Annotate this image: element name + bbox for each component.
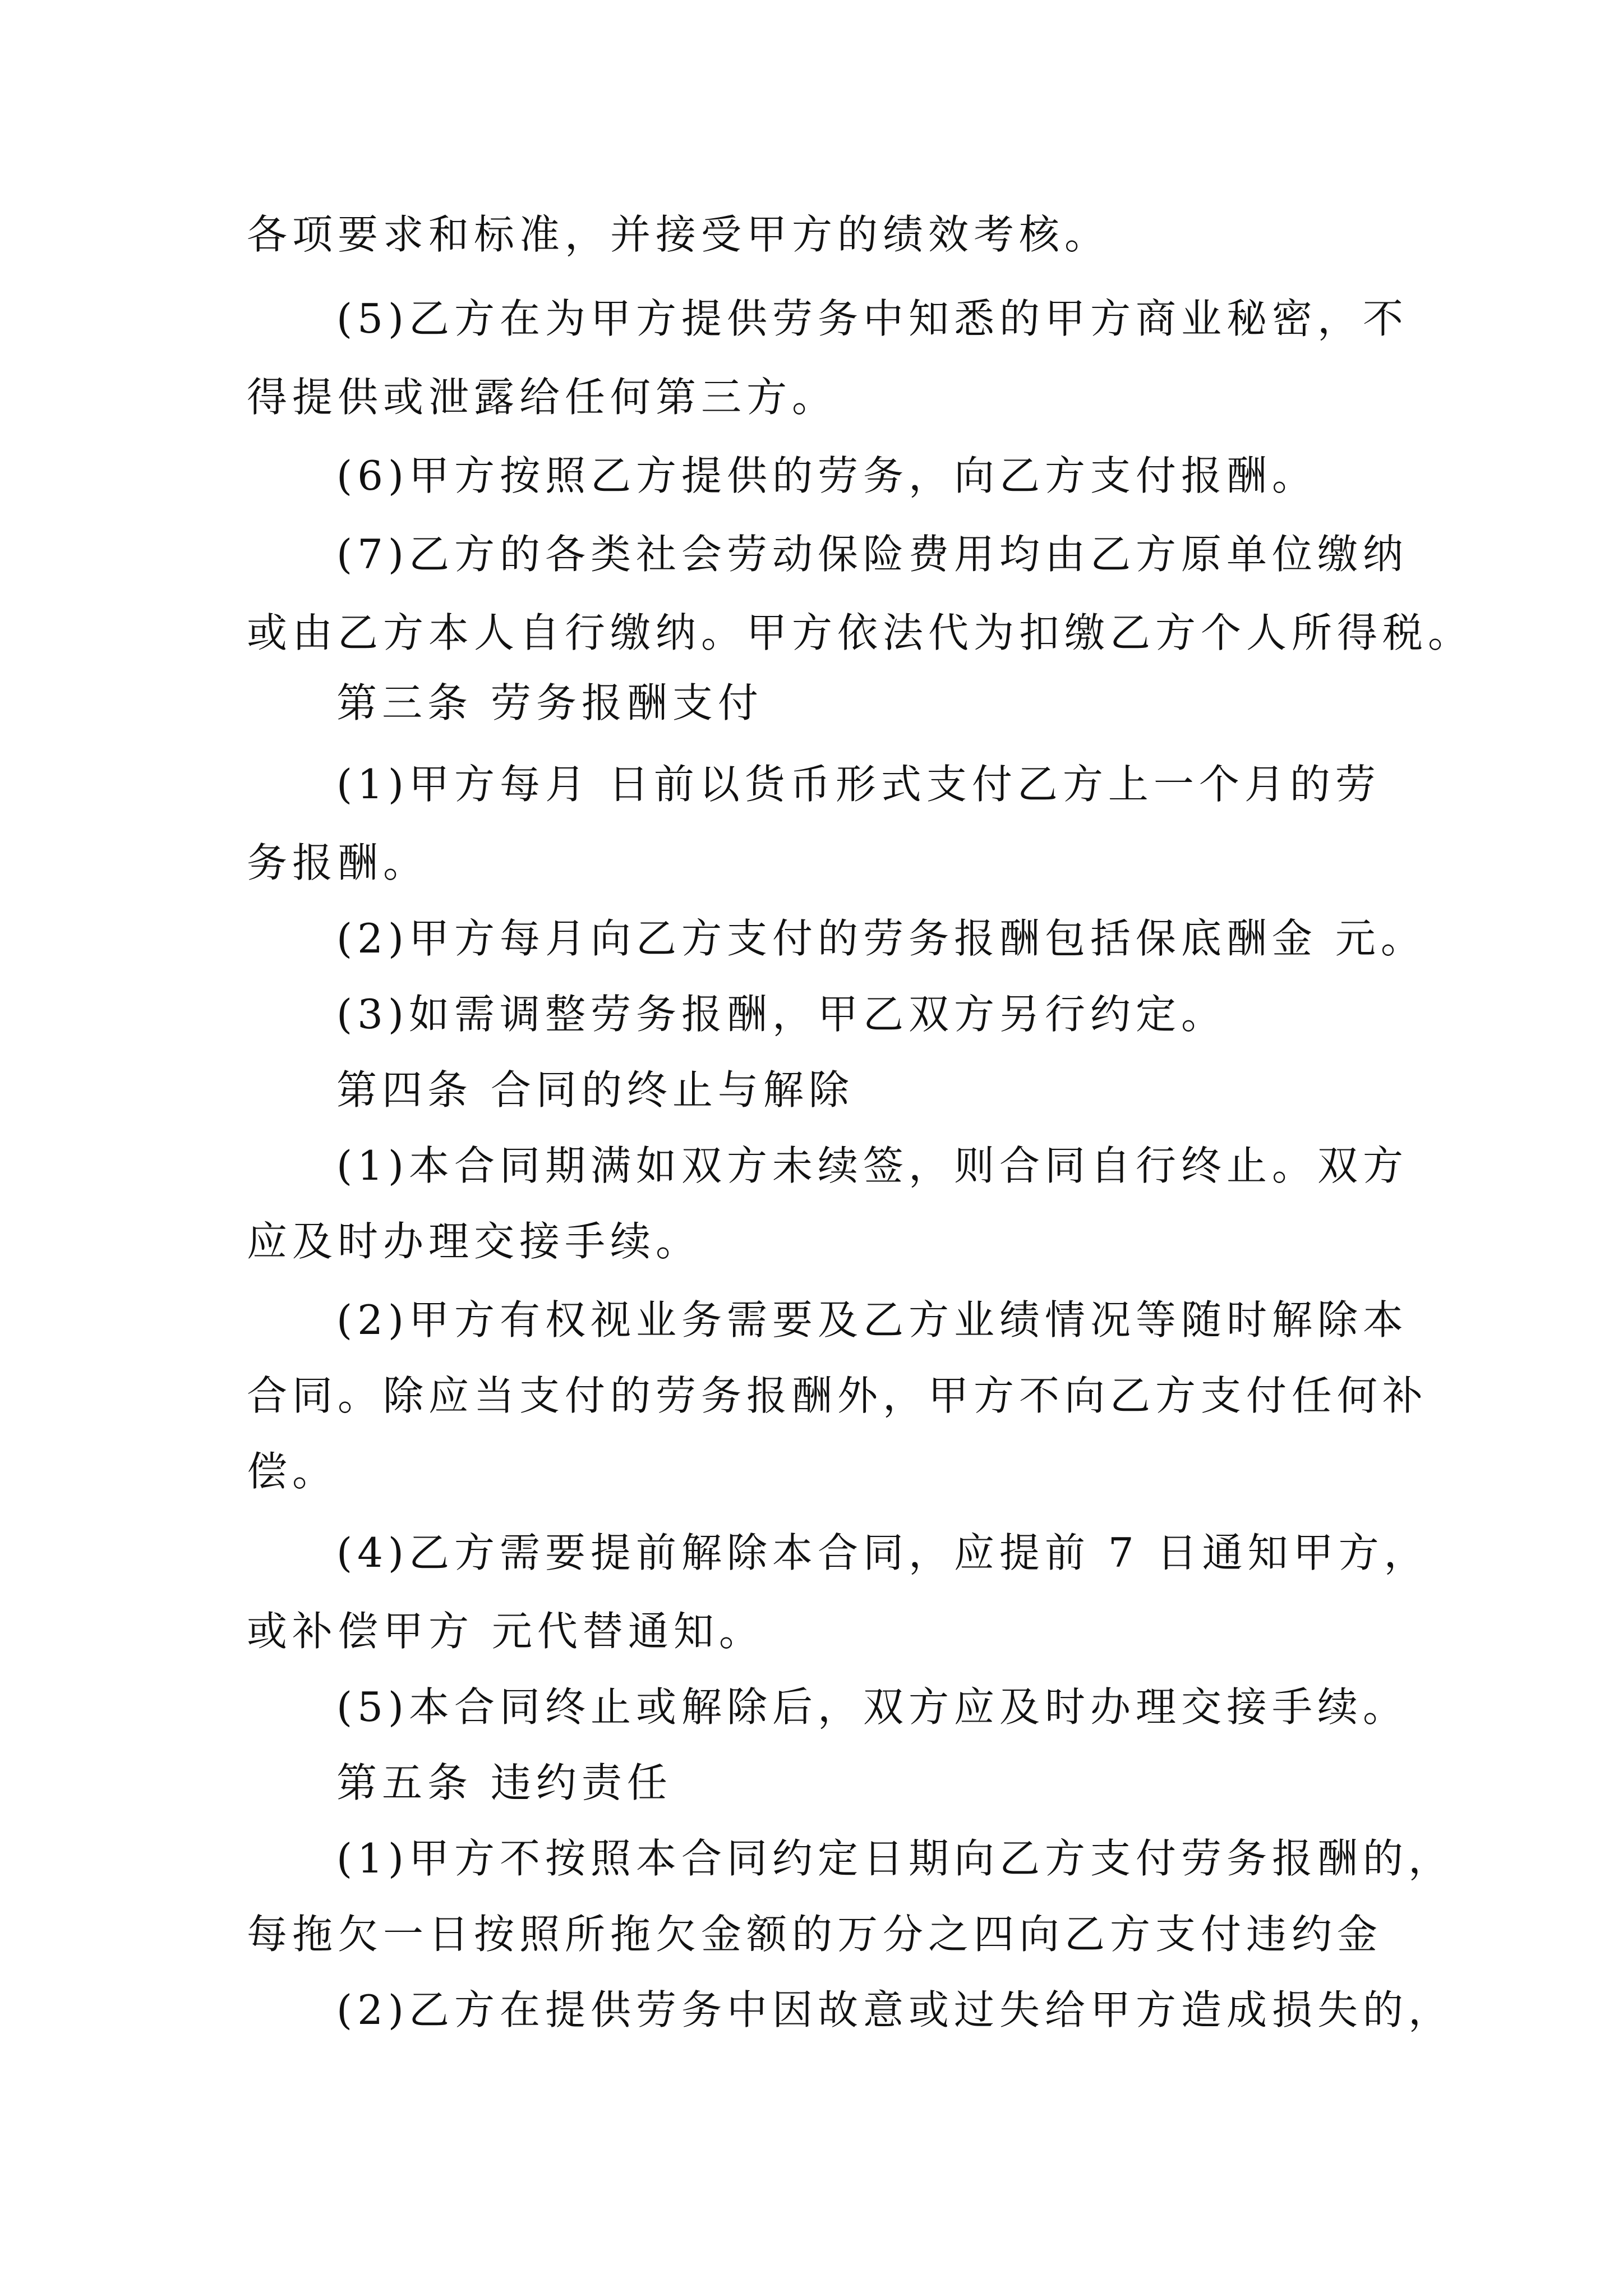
- text-line: 或由乙方本人自行缴纳。甲方依法代为扣缴乙方个人所得税。: [247, 609, 1474, 656]
- text-line: (1)甲方不按照本合同约定日期向乙方支付劳务报酬的，: [336, 1835, 1454, 1882]
- text-line: (7)乙方的各类社会劳动保险费用均由乙方原单位缴纳: [336, 531, 1408, 578]
- text-line: 每拖欠一日按照所拖欠金额的万分之四向乙方支付违约金: [247, 1911, 1383, 1958]
- text-line: (3)如需调整劳务报酬，甲乙双方另行约定。: [336, 991, 1227, 1038]
- text-line: (5)乙方在为甲方提供劳务中知悉的甲方商业秘密，不: [336, 295, 1408, 342]
- section-heading: 第四条 合同的终止与解除: [336, 1066, 854, 1114]
- section-heading: 第三条 劳务报酬支付: [336, 679, 763, 726]
- text-line: (1)甲方每月 日前以货币形式支付乙方上一个月的劳: [336, 761, 1381, 808]
- text-line: (1)本合同期满如双方未续签，则合同自行终止。双方: [336, 1142, 1408, 1189]
- text-line: 务报酬。: [247, 839, 429, 886]
- section-heading: 第五条 违约责任: [336, 1759, 672, 1806]
- text-line: 应及时办理交接手续。: [247, 1218, 702, 1265]
- text-line: (2)甲方有权视业务需要及乙方业绩情况等随时解除本: [336, 1296, 1408, 1343]
- text-line: 各项要求和标准，并接受甲方的绩效考核。: [247, 211, 1110, 258]
- text-line: 偿。: [247, 1448, 338, 1495]
- text-line: (6)甲方按照乙方提供的劳务，向乙方支付报酬。: [336, 452, 1317, 499]
- text-line: (5)本合同终止或解除后，双方应及时办理交接手续。: [336, 1683, 1408, 1731]
- text-line: 或补偿甲方 元代替通知。: [247, 1608, 764, 1655]
- text-line: 合同。除应当支付的劳务报酬外，甲方不向乙方支付任何补: [247, 1372, 1428, 1419]
- text-line: (4)乙方需要提前解除本合同，应提前 7 日通知甲方，: [336, 1529, 1430, 1576]
- text-line: 得提供或泄露给任何第三方。: [247, 374, 838, 421]
- text-line: (2)乙方在提供劳务中因故意或过失给甲方造成损失的，: [336, 1986, 1454, 2033]
- text-line: (2)甲方每月向乙方支付的劳务报酬包括保底酬金 元。: [336, 915, 1426, 962]
